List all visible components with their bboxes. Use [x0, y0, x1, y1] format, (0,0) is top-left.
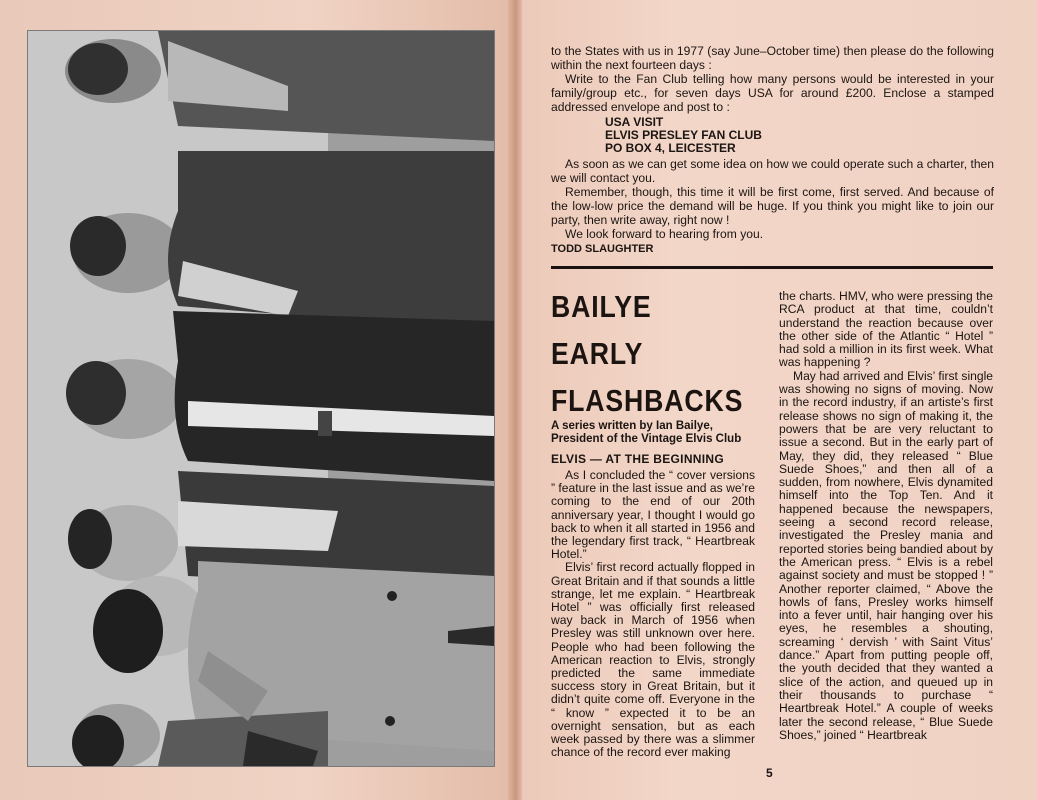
photo-illustration — [28, 31, 494, 766]
section-title: ELVIS — AT THE BEGINNING — [551, 452, 724, 466]
article-headline — [551, 283, 744, 424]
headline-line: BAILYE — [551, 289, 652, 324]
signature: TODD SLAUGHTER — [551, 243, 654, 255]
address-line: USA VISIT — [605, 115, 664, 129]
article-column-1 — [551, 469, 755, 759]
closing-paragraph: Remember, though, this time it will be first come, first served. And because of the low-low price the demand will be huge. If you think you might like to join our party, then write away, right now ! — [551, 185, 994, 227]
article-byline: A series written by Ian Bailye, President of the Vintage Elvis Club — [551, 420, 742, 445]
page-number: 5 — [766, 766, 773, 780]
headline-line: FLASHBACKS — [551, 383, 744, 418]
group-photo — [27, 30, 495, 767]
headline-line: EARLY — [551, 336, 644, 371]
fan-club-notice — [551, 44, 994, 256]
address-line: PO BOX 4, LEICESTER — [605, 141, 736, 155]
section-divider — [551, 266, 993, 269]
closing-paragraph: As soon as we can get some idea on how we could operate such a charter, then we will contact you. — [551, 157, 994, 185]
column-paragraph: May had arrived and Elvis’ first single was showing no signs of moving. Now in the record industry, if an artiste’s first release shows no sign of making it, the powers that be are very reluctant to issue a second. But in the early part of May, they did, they released “ Blue Suede Shoes,” and then all of a sudden, from nowhere, Elvis dynamited himself into the Top Ten. And it happened because the newspapers, seeing a second record release, investigated the Presley mania and reported stories being bandied about by the American press. “ Elvis is a rebel against society and must be stopped ! ” Another reporter claimed, “ Above the howls of fans, Presley works himself into a fever until, hair hanging over his eyes, he resembles a shouting, screaming ‘ dervish ’ with Saint Vitus’ dance.” Apart from putting people off, the youth decided that they wanted a slice of the action, and queued up in their thousands to purchase “ Heartbreak Hotel.” A couple of weeks later the second release, “ Blue Suede Shoes,” joined “ Heartbreak — [779, 368, 993, 742]
column-paragraph: the charts. HMV, who were pressing the RCA product at that time, couldn’t understand the reaction because over the other side of the Atlantic “ Hotel ” had sold a million in its first week. What was happening ? — [779, 289, 993, 370]
intro-line-1: to the States with us in 1977 (say June–October time) then please do the following within the next fourteen days : — [551, 44, 994, 72]
intro-line-2: Write to the Fan Club telling how many persons would be interested in your family/group etc., for seven days USA for around £200. Enclose a stamped addressed envelope and post to : — [551, 72, 994, 114]
closing-paragraph: We look forward to hearing from you. — [565, 227, 764, 241]
article-column-2 — [779, 290, 993, 742]
postal-address — [605, 116, 994, 155]
column-paragraph: As I concluded the “ cover versions ” feature in the last issue and as we’re coming to the end of our 20th anniversary year, I thought I would go back to when it all started in 1956 and the legendary first track, “ Heartbreak Hotel.” — [551, 468, 755, 562]
column-paragraph: Elvis’ first record actually flopped in Great Britain and if that sounds a little strange, let me explain. “ Heartbreak Hotel ” was officially first released way back in March of 1956 when Presley was still unknown over here. People who had been following the American reaction to Elvis, strongly predicted the same immediate success story in Great Britain, but it didn’t quite come off. Everyone in the “ know ” expected it to be an overnight sensation, but as each week passed by there was a slimmer chance of the record ever making — [551, 560, 755, 760]
address-line: ELVIS PRESLEY FAN CLUB — [605, 128, 762, 142]
